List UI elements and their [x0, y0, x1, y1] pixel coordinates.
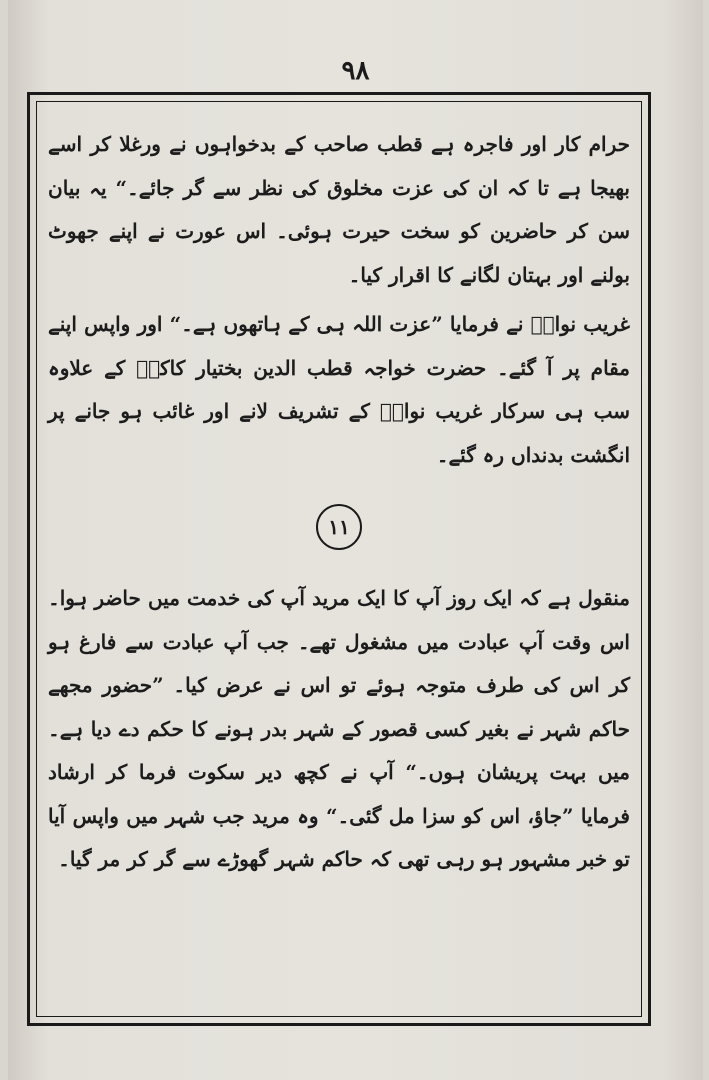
section-number-circle: ۱۱	[316, 504, 362, 550]
page-number: ۹۸	[341, 56, 370, 86]
paragraph-1: حرام کار اور فاجرہ ہے قطب صاحب کے بدخواہوں نے ورغلا کر اسے بھیجا ہے تا کہ ان کی عزت مخلوق کی نظر سے گر جائے۔“ یہ بیان سن کر حاضرین کو سخت حیرت ہوئی۔ اس عورت نے اپنے جھوٹ بولنے اور بہتان لگانے کا اقرار کیا۔	[48, 132, 630, 287]
paragraph-3: منقول ہے کہ ایک روز آپ کا ایک مرید آپ کی خدمت میں حاضر ہوا۔ اس وقت آپ عبادت میں مشغول تھے۔ جب آپ عبادت سے فارغ ہو کر اس کی طرف متوجہ ہوئے تو اس نے عرض کیا۔ ”حضور مجھے حاکم شہر نے بغیر کسی قصور کے شہر بدر ہونے کا حکم دے دیا ہے۔ میں بہت پریشان ہوں۔“ آپ نے کچھ دیر سکوت فرما کر ارشاد فرمایا ”جاؤ، اس کو سزا مل گئی۔“ وہ مرید جب شہر میں واپس آیا تو خبر مشہور ہو رہی تھی کہ حاکم شہر گھوڑے سے گر کر مر گیا۔	[48, 586, 630, 871]
book-page	[8, 0, 703, 1080]
paragraph-2: غریب نوازؒ نے فرمایا ”عزت اللہ ہی کے ہاتھوں ہے۔“ اور واپس اپنے مقام پر آ گئے۔ حضرت خواجہ قطب الدین بختیار کاکیؒ کے علاوہ سب ہی سرکار غریب نوازؒ کے تشریف لانے اور غائب ہو جانے پر انگشت بدنداں رہ گئے۔	[48, 312, 630, 467]
page-border-outer	[27, 92, 651, 1026]
page-content	[48, 123, 630, 1003]
section-marker	[48, 477, 630, 577]
